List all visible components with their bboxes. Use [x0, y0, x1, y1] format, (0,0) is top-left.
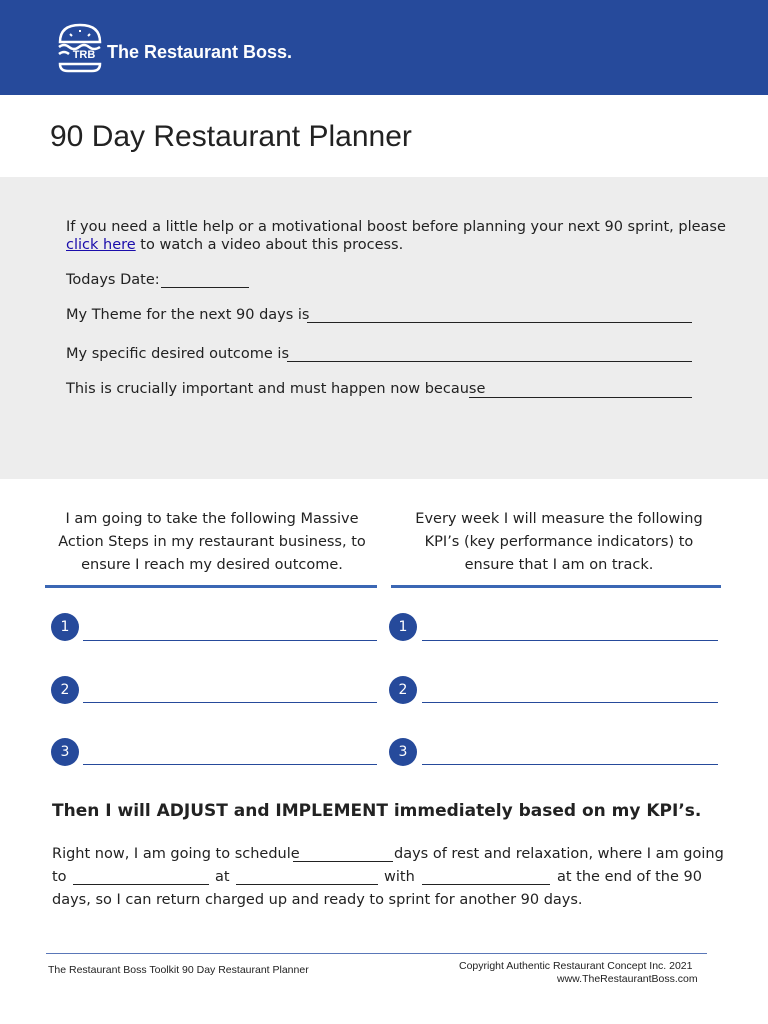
rest-place-field[interactable]	[236, 884, 378, 885]
rest-line-3: days, so I can return charged up and ready to sprint for another 90 days.	[52, 892, 583, 908]
action-step-field[interactable]	[83, 764, 377, 765]
action-step-field[interactable]	[83, 702, 377, 703]
action-step-field[interactable]	[83, 640, 377, 641]
rest-with-label: with	[384, 869, 415, 885]
header-bar	[0, 0, 768, 95]
adjust-heading: Then I will ADJUST and IMPLEMENT immediately based on my KPI’s.	[52, 801, 702, 821]
footer-copyright: Copyright Authentic Restaurant Concept Inc. 2021	[459, 960, 693, 972]
rest-where-field[interactable]	[73, 884, 209, 885]
kpi-number: 2	[389, 676, 417, 704]
rest-companion-field[interactable]	[422, 884, 550, 885]
rest-days-field[interactable]	[293, 861, 393, 862]
action-steps-rule	[45, 585, 377, 588]
page-title: 90 Day Restaurant Planner	[50, 120, 412, 153]
outcome-label: My specific desired outcome is	[66, 346, 290, 362]
logo-initials: TRB	[72, 49, 96, 61]
intro-text-rest: to watch a video about this process.	[135, 237, 404, 253]
because-label: This is crucially important and must happen now because	[66, 381, 486, 397]
kpi-number: 3	[389, 738, 417, 766]
rest-text: days of rest and relaxation, where I am going	[394, 846, 724, 862]
intro-text-line1: If you need a little help or a motivational boost before planning your next 90 sprint, please	[66, 219, 726, 235]
footer-divider	[46, 953, 707, 954]
action-step-number: 2	[51, 676, 79, 704]
rest-end-text: at the end of the 90	[557, 869, 702, 885]
rest-text: Right now, I am going to schedule	[52, 846, 300, 862]
theme-label: My Theme for the next 90 days is	[66, 307, 310, 323]
brand-name: The Restaurant Boss.	[107, 42, 293, 62]
rest-at-label: at	[215, 869, 230, 885]
video-link[interactable]: click here	[66, 237, 136, 253]
kpi-number: 1	[389, 613, 417, 641]
action-step-number: 3	[51, 738, 79, 766]
kpi-heading: Every week I will measure the following KPI’s (key performance indicators) to ensure that I am on track.	[415, 511, 703, 573]
because-field[interactable]	[469, 397, 692, 398]
action-step-number: 1	[51, 613, 79, 641]
kpi-field[interactable]	[422, 764, 718, 765]
footer-title: The Restaurant Boss Toolkit 90 Day Restaurant Planner	[48, 964, 309, 976]
intro-text-line2	[66, 237, 403, 253]
outcome-field[interactable]	[287, 361, 692, 362]
theme-field[interactable]	[307, 322, 692, 323]
rest-to-label: to	[52, 869, 67, 885]
action-steps-heading: I am going to take the following Massive Action Steps in my restaurant business, to ensure I reach my desired outcome.	[58, 511, 366, 573]
kpi-field[interactable]	[422, 640, 718, 641]
burger-logo-icon	[56, 22, 104, 74]
kpi-field[interactable]	[422, 702, 718, 703]
kpi-rule	[391, 585, 721, 588]
todays-date-label: Todays Date:	[66, 272, 160, 288]
todays-date-field[interactable]	[161, 287, 249, 288]
footer-website: www.TheRestaurantBoss.com	[557, 973, 698, 985]
